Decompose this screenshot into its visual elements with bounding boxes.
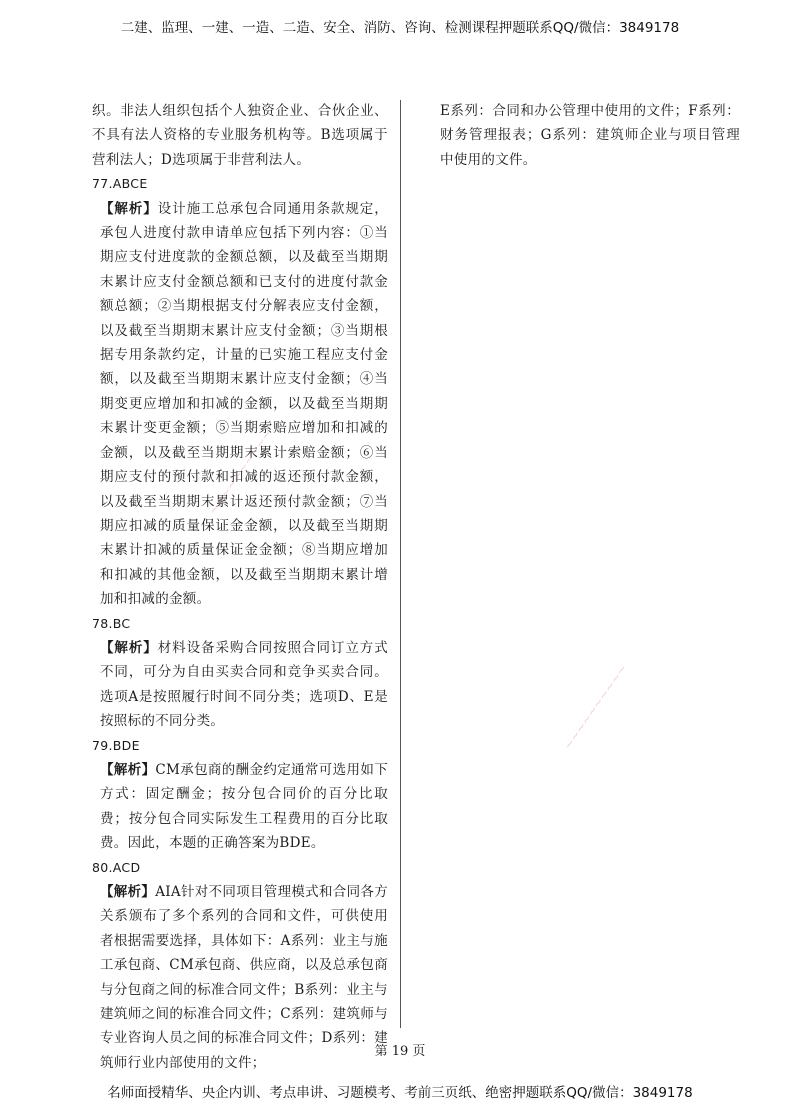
page-number: 第 19 页: [374, 1044, 426, 1059]
explanation-79: [92, 758, 388, 856]
column-divider: [400, 100, 401, 1028]
header-banner: 二建、监理、一建、一造、二造、安全、消防、咨询、检测课程押题联系QQ/微信：3849178: [120, 20, 680, 36]
answer-79: 79.BDE: [92, 737, 140, 753]
footer-banner: 名师面授精华、央企内训、考点串讲、习题模考、考前三页纸、绝密押题联系QQ/微信：3849178: [107, 1085, 693, 1101]
explanation-text: 材料设备采购合同按照合同订立方式不同，可分为自由买卖合同和竞争买卖合同。选项A是按照履行时间不同分类；选项D、E是按照标的不同分类。: [100, 639, 388, 730]
explanation-78: [92, 636, 388, 734]
left-column: [92, 99, 388, 1075]
watermark: ~~~~~~~~~~: [560, 661, 630, 753]
analysis-tag: 【解析】: [100, 200, 158, 217]
analysis-tag: 【解析】: [100, 639, 158, 656]
answer-77: 77.ABCE: [92, 176, 148, 192]
analysis-tag: 【解析】: [100, 761, 156, 778]
answer-80: 80.ACD: [92, 859, 141, 875]
watermark: ~~~~~~~~~~: [205, 426, 275, 518]
right-column: [440, 99, 740, 172]
explanation-text: 设计施工总承包合同通用条款规定，承包人进度付款申请单应包括下列内容：①当期应支付进度款的金额总额，以及截至当期期末累计应支付金额总额和已支付的进度付款金额总额；②当期根据支付分解表应支付金额，以及截至当期期末累计应支付金额；③当期根据专用条款约定，计量的已实施工程应支付金额，以及截至当期期末累计应支付金额；④当期变更应增加和扣减的金额，以及截至当期期末累计变更金额；⑤当期索赔应增加和扣减的金额，以及截至当期期末累计索赔金额；⑥当期应支付的预付款和扣减的返还预付款金额，以及截至当期期末累计返还预付款金额；⑦当期应扣减的质量保证金金额，以及截至当期期末累计扣减的质量保证金金额；⑧当期应增加和扣减的其他金额，以及截至当期期末累计增加和扣减的金额。: [100, 200, 388, 608]
right-continuation: E系列：合同和办公管理中使用的文件；F系列：财务管理报表；G系列：建筑师企业与项目管理中使用的文件。: [440, 103, 740, 168]
analysis-tag: 【解析】: [100, 884, 156, 900]
explanation-text: CM承包商的酬金约定通常可选用如下方式：固定酬金；按分包合同价的百分比取费；按分包合同实际发生工程费用的百分比取费。因此，本题的正确答案为BDE。: [100, 761, 388, 852]
answer-78: 78.BC: [92, 615, 131, 631]
explanation-text: AIA针对不同项目管理模式和合同各方关系颁布了多个系列的合同和文件，可供使用者根据需要选择，具体如下：A系列：业主与施工承包商、CM承包商、供应商，以及总承包商与分包商之间的标准合同文件；B系列：业主与建筑师之间的标准合同文件；C系列：建筑师与专业咨询人员之间的标准合同文件；D系列：建筑师行业内部使用的文件；: [100, 884, 388, 1071]
intro-continuation: 织。非法人组织包括个人独资企业、合伙企业、不具有法人资格的专业服务机构等。B选项属于营利法人；D选项属于非营利法人。: [92, 103, 388, 168]
explanation-77: [92, 197, 388, 612]
